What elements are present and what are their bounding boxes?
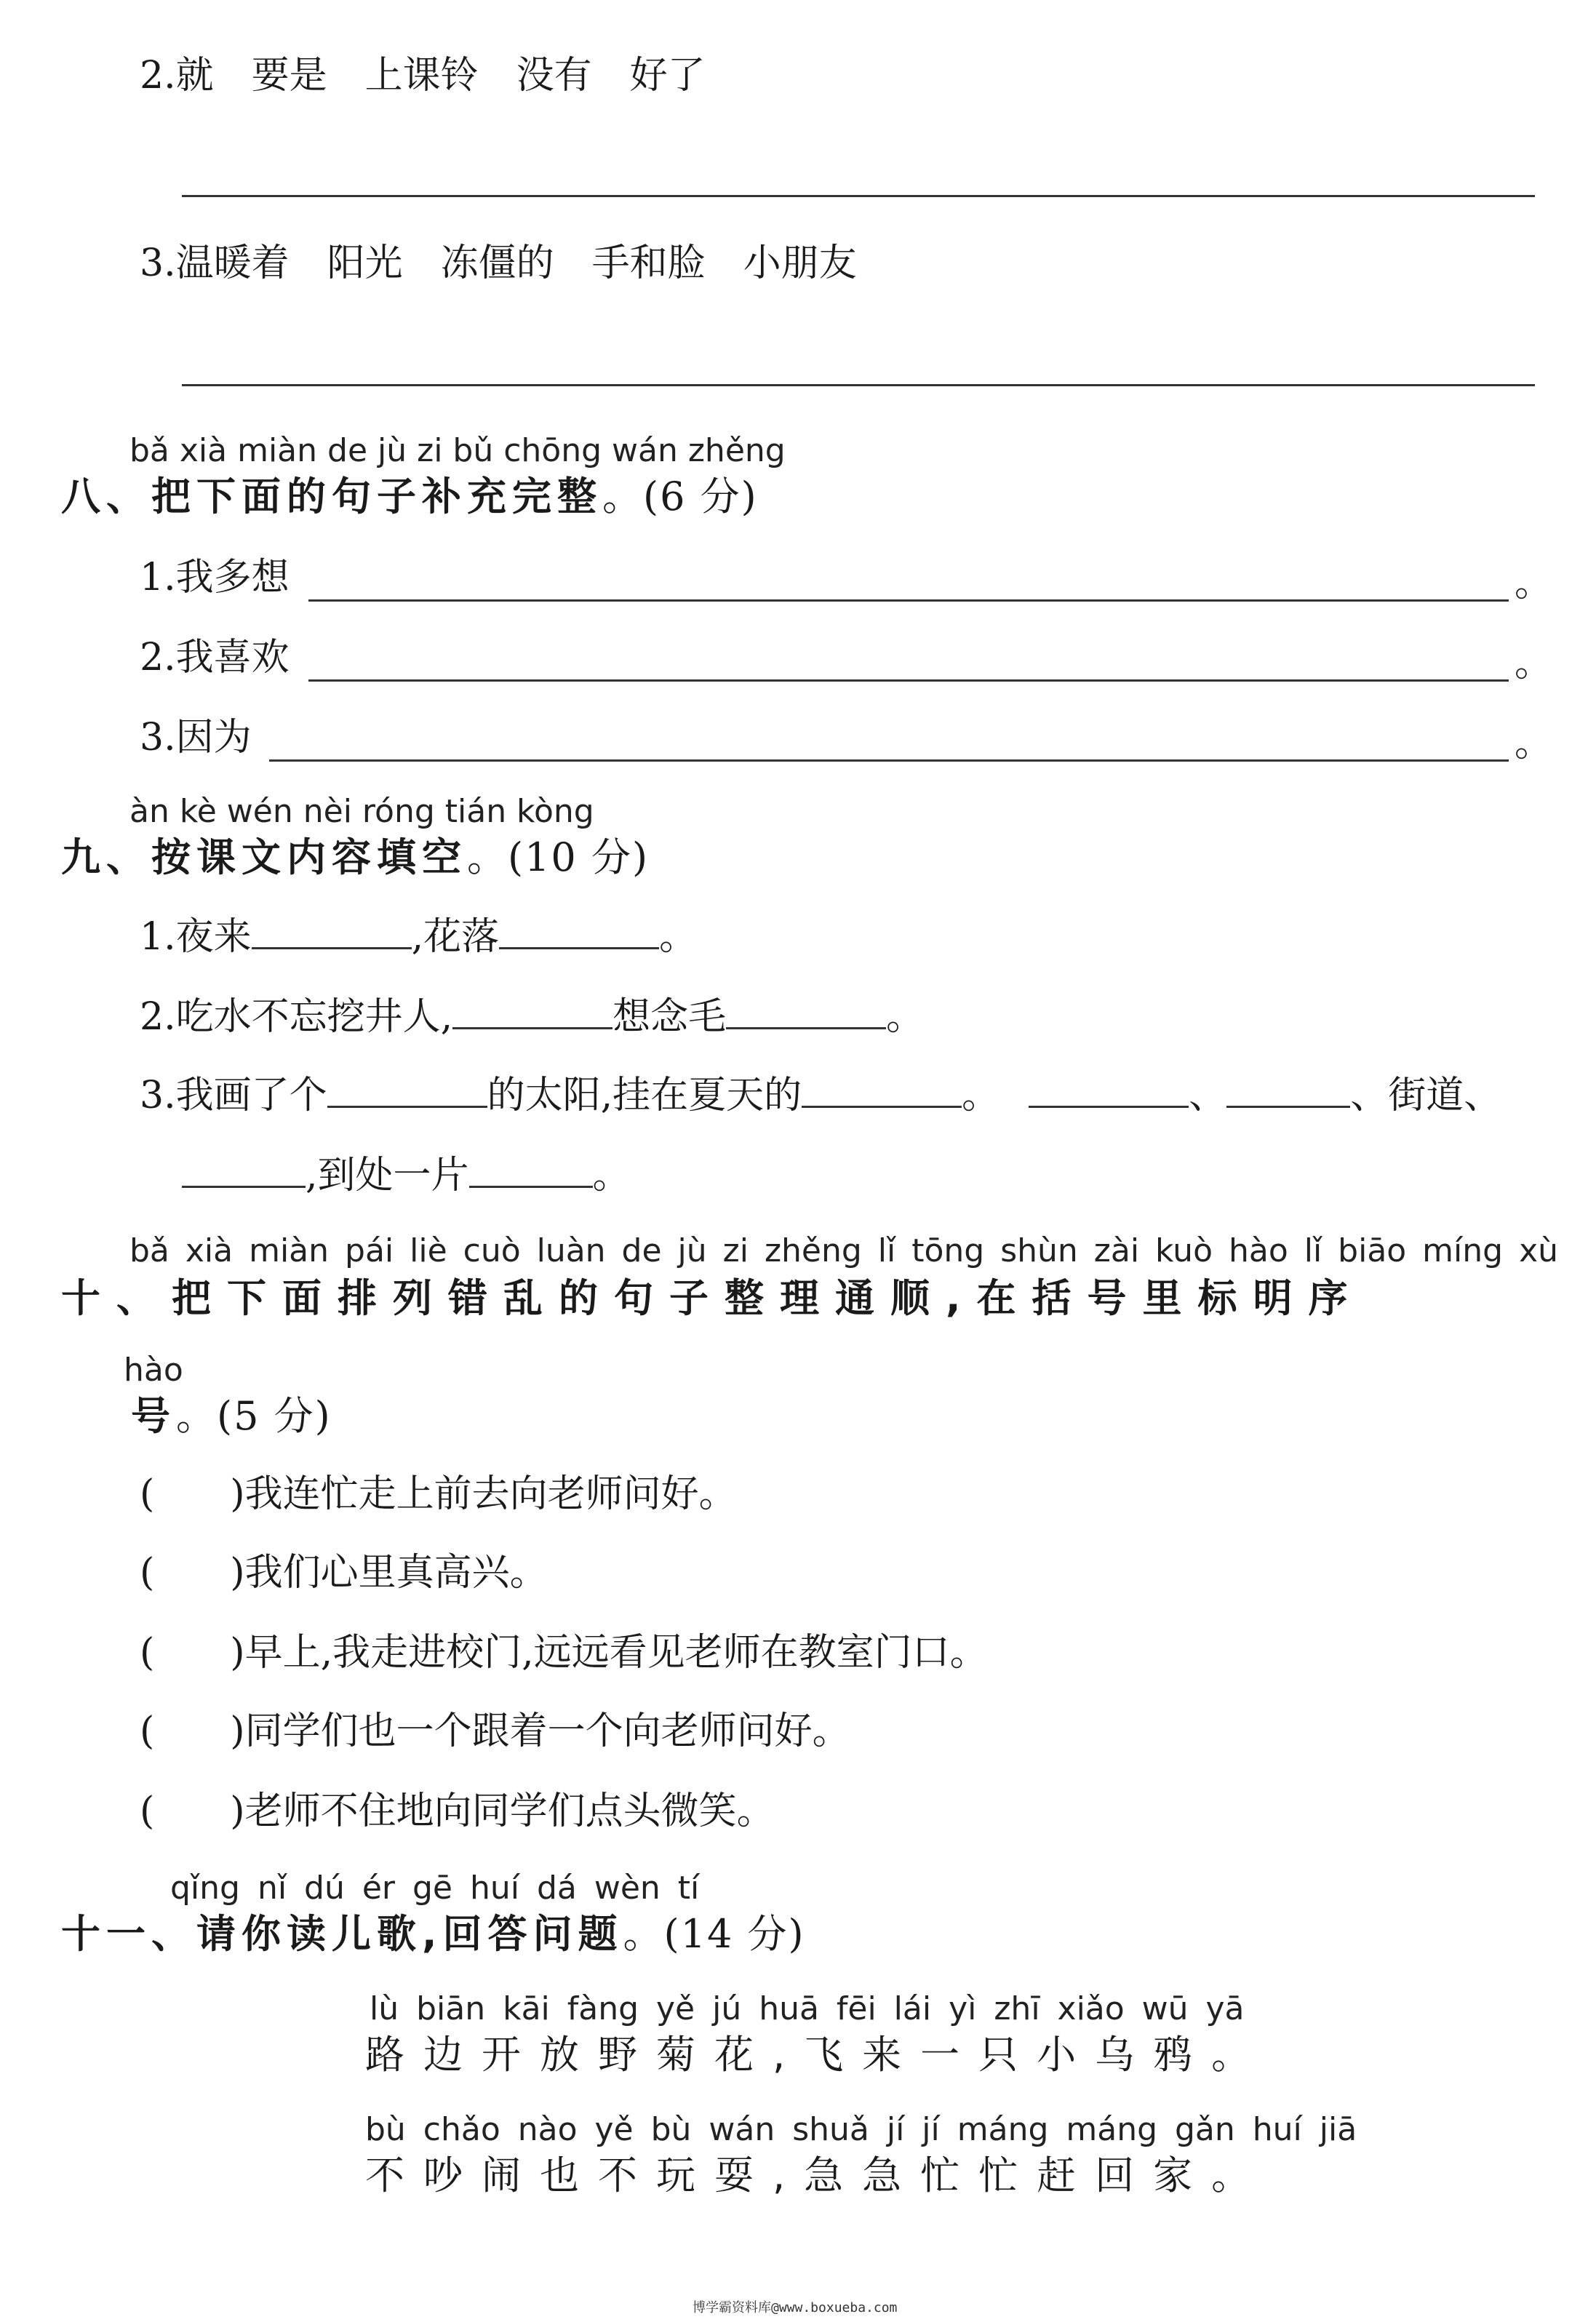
fill-text: 1.夜来: [140, 915, 252, 959]
fill-item-3: [140, 1072, 1501, 1119]
order-item: [140, 1708, 850, 1755]
fill-text: 。: [886, 995, 925, 1039]
complete-line-2[interactable]: [308, 679, 1509, 682]
end-mark-3: 。: [1515, 722, 1553, 765]
fill-blank[interactable]: [726, 995, 886, 1029]
fill-item-3-cont: [182, 1152, 631, 1199]
fill-text: 的太阳,挂在夏天的: [487, 1074, 802, 1117]
poem-line1: 路边开放野菊花,飞来一只小乌鸦。: [365, 2032, 1270, 2078]
complete-line-3[interactable]: [269, 759, 1509, 762]
fill-blank[interactable]: [452, 995, 613, 1029]
section8-heading: [61, 473, 758, 521]
order-item: [140, 1629, 988, 1676]
order-paren[interactable]: ( ): [140, 1709, 245, 1753]
fill-text: 3.我画了个: [140, 1074, 327, 1117]
fill-blank[interactable]: [182, 1154, 306, 1188]
section10-heading-2: [131, 1392, 332, 1440]
order-sentence: 老师不住地向同学们点头微笑。: [244, 1790, 775, 1833]
order-item: [140, 1471, 737, 1517]
fill-text: 想念毛: [613, 995, 727, 1039]
section11-score: 。(14 分): [623, 1911, 805, 1957]
section9-heading: [61, 834, 649, 882]
section10-pinyin: bǎ xià miàn pái liè cuò luàn de jù zi zhěng lǐ tōng shùn zài kuò hào lǐ biāo míng xù: [129, 1232, 1558, 1269]
section8-pinyin: bǎ xià miàn de jù zi bǔ chōng wán zhěng: [129, 432, 786, 469]
poem-line2: 不吵闹也不玩耍,急急忙忙赶回家。: [365, 2153, 1270, 2198]
order-sentence: 早上,我走进校门,远远看见老师在教室门口。: [244, 1631, 988, 1675]
section11-pinyin: qǐng nǐ dú ér gē huí dá wèn tí: [170, 1870, 700, 1907]
fill-blank[interactable]: [1226, 1074, 1350, 1108]
order-sentence: 同学们也一个跟着一个向老师问好。: [244, 1709, 850, 1753]
order-sentence: 我连忙走上前去向老师问好。: [244, 1472, 737, 1516]
section9-pinyin: àn kè wén nèi róng tián kòng: [129, 793, 594, 830]
complete-item-3: 3.因为: [140, 716, 252, 759]
answer-line-2[interactable]: [182, 195, 1535, 197]
order-item: [140, 1549, 548, 1596]
fill-blank[interactable]: [469, 1154, 593, 1188]
section10-title-2: 号: [131, 1393, 176, 1439]
order-item: [140, 1788, 775, 1835]
section8-title: 八、把下面的句子补充完整: [61, 474, 602, 519]
section10-heading: 十、把下面排列错乱的句子整理通顺,在括号里标明序: [61, 1275, 1364, 1321]
order-paren[interactable]: ( ): [140, 1472, 245, 1516]
fill-text: 。: [962, 1074, 1000, 1117]
complete-item-2: 2.我喜欢: [140, 636, 290, 679]
section10-pinyin-2: hào: [124, 1352, 183, 1389]
fill-text: ,花落: [411, 915, 500, 959]
fill-text: 2.吃水不忘挖井人,: [140, 995, 453, 1039]
end-mark-1: 。: [1515, 562, 1553, 605]
fill-blank[interactable]: [252, 915, 412, 949]
fill-blank[interactable]: [499, 915, 659, 949]
section11-title: 十一、请你读儿歌,回答问题: [61, 1911, 623, 1957]
fill-text: 。: [592, 1154, 631, 1197]
section9-title: 九、按课文内容填空: [61, 834, 467, 880]
reorder-item-3: 3.温暖着 阳光 冻僵的 手和脸 小朋友: [140, 242, 857, 285]
reorder-item-2: 2.就 要是 上课铃 没有 好了: [140, 54, 706, 97]
complete-item-1: 1.我多想: [140, 556, 290, 599]
section8-score: 。(6 分): [602, 474, 758, 519]
complete-line-1[interactable]: [308, 599, 1509, 602]
fill-text: ,到处一片: [306, 1154, 469, 1197]
order-sentence: 我们心里真高兴。: [244, 1551, 548, 1595]
section10-score: 。(5 分): [176, 1393, 332, 1439]
poem-line1-pinyin: lù biān kāi fàng yě jú huā fēi lái yì zhī xiǎo wū yā: [370, 1990, 1245, 2027]
order-paren[interactable]: ( ): [140, 1790, 245, 1833]
end-mark-2: 。: [1515, 642, 1553, 685]
section11-heading: [61, 1910, 805, 1958]
answer-line-3[interactable]: [182, 384, 1535, 386]
poem-line2-pinyin: bù chǎo nào yě bù wán shuǎ jí jí máng máng gǎn huí jiā: [365, 2111, 1357, 2148]
fill-item-2: [140, 994, 924, 1040]
order-paren[interactable]: ( ): [140, 1631, 245, 1675]
fill-blank[interactable]: [1029, 1074, 1189, 1108]
fill-blank[interactable]: [802, 1074, 962, 1108]
fill-text: 。: [659, 915, 698, 959]
footer-watermark: 博学霸资料库@www.boxueba.com: [693, 2300, 898, 2315]
section9-score: 。(10 分): [467, 834, 650, 880]
fill-blank[interactable]: [327, 1074, 487, 1108]
fill-text: 、街道、: [1350, 1074, 1502, 1117]
fill-item-1: [140, 914, 697, 960]
order-paren[interactable]: ( ): [140, 1551, 245, 1595]
fill-text: 、: [1189, 1074, 1227, 1117]
